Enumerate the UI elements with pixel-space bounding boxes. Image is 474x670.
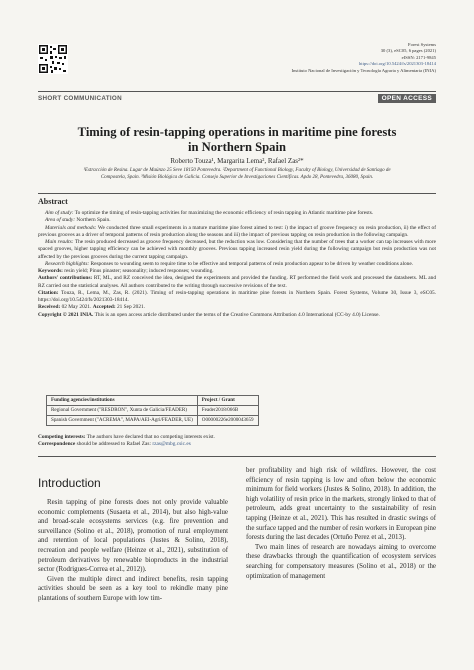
affiliations [40, 168, 434, 182]
accepted-date: 21 Sep 2021. [115, 304, 146, 311]
keywords-text: resin yield; Pinus pinaster; seasonality; induced responses; wounding. [62, 268, 214, 274]
publisher: Instituto Nacional de Investigación y Tecnología Agraria y Alimentaria (INIA) [291, 67, 436, 73]
copyright-text: This is an open access article distributed under the terms of the Creative Commons Attribution 4.0 International (CC-by 4.0) License. [93, 311, 380, 318]
right-column [246, 466, 436, 581]
correspondence-text: should be addressed to Rafael Zas: [75, 441, 153, 448]
accepted-label: Accepted: [92, 304, 116, 311]
title-line-1: Timing of resin-tapping operations in maritime pine forests [77, 125, 397, 139]
funding-agency: Spanish Government ("ACREMA", MAPA/AEI-Agri/FEADER, UE) [47, 415, 198, 425]
funding-header: Funding agencies/institutions [47, 396, 198, 406]
citation-text: Touza, R., Lema, M., Zas, R. (2021). Timing of resin-tapping operations in maritime pine forests in Northern Spain. Forest Systems, Volume 30, Issue 3, eSC05. https://doi.org/10.5424/fs/2021303-18414. [38, 289, 436, 303]
paper-title [50, 125, 424, 155]
intro-paragraph-3: ber profitability and high risk of wildfires. However, the cost efficiency of resin tapping is low and often below the economic minimum for field workers (Justes & Solino, 2018). In addition, the high volatility of resin price in the markets, strongly linked to that of petroleum, adds great uncertainty to the sustainability of resin tapping (Heinze et al., 2021). This has resulted in drastic swings of the surface tapped and the number of resin workers in European pine forests during the last decades (Ortuño Perez et al., 2013). [246, 467, 436, 542]
results-label: Main results: [45, 239, 74, 245]
abstract-heading: Abstract [38, 197, 68, 206]
citation-label: Citation: [38, 289, 59, 296]
grant-id: Feader2018/066B [197, 405, 258, 415]
area-label: Area of study: [45, 217, 76, 224]
open-access-badge: OPEN ACCESS [378, 94, 436, 103]
journal-eissn: eISSN: 2171-9845 [401, 54, 436, 60]
intro-paragraph-2: Given the multiple direct and indirect benefits, resin tapping activities should be seen as a key tool to rekindle many pine plantations of southern Europe with low tim- [38, 575, 228, 602]
journal-name: Forest Systems [408, 42, 436, 47]
table-row [47, 405, 259, 415]
affiliation-line-1: ¹Estracción de Resina. Lugar de Maúnzo 25 Seve 18150 Pontevedra. ²Department of Functional Biology, Faculty of Biology, Universidad de Santiago de [83, 168, 391, 173]
affiliation-line-2: Compostela, Spain. ³Misión Biológica de Galicia. Consejo Superior de Investigaciones Científicas. Apdo 28, Pontevedra, 36080, Spain. [100, 174, 374, 180]
results-text: The resin produced decreased as groove frequency decreased, but the reduction was low. Considering that the number of trees that a worker can tap increases with more spaced grooves, higher tapping efficiency can be achieved with monthly grooves. Previous tapping increased resin yield during the following campaign but resin production was not affected by the previous grooves during the current tapping campaign. [38, 239, 436, 260]
aim-text: To optimize the timing of resin-tapping activities for maximizing the economic efficiency of resin tapping in Atlantic maritime pine forests. [73, 210, 374, 216]
highlights-text: Responses to wounding seem to require time to be effective and temporal patterns of resin production appear to be driven by weather conditions alone. [89, 260, 414, 267]
authors: Roberto Touza¹, Margarita Lema², Rafael Zas²* [170, 157, 304, 165]
journal-volume: 30 (3), eSC05, 6 pages (2021) [380, 48, 436, 54]
received-date: 02 May 2021. [60, 304, 93, 311]
contributions-label: Authors' contributions: [38, 275, 93, 282]
keywords-label: Keywords: [38, 268, 63, 274]
table-header-row [47, 396, 259, 406]
introduction-heading: Introduction [38, 476, 101, 490]
title-line-2: in Northern Spain [188, 140, 286, 154]
qr-code-icon [38, 44, 68, 74]
methods-label: Materials and methods: [45, 224, 97, 231]
received-label: Received: [38, 304, 61, 311]
left-column [38, 498, 228, 604]
table-row [47, 415, 259, 425]
competing-and-correspondence [38, 434, 436, 449]
doi-link[interactable]: https://doi.org/10.5424/fs/2021303-18414 [359, 61, 436, 67]
competing-text: The authors have declared that no competing interests exist. [85, 434, 215, 440]
aim-label: Aim of study: [45, 210, 74, 216]
section-label: SHORT COMMUNICATION [38, 95, 122, 102]
methods-text: We conducted three small experiments in a mature maritime pine forest aimed to test: i) the impact of groove frequency on resin production, ii) the effect of previous grooves as a driver of temporal patterns of resin production along the seasons and iii) the impact of previous tapping on resin production in the following campaign. [38, 224, 436, 238]
journal-header [176, 42, 436, 74]
highlights-label: Research highlights: [45, 260, 90, 267]
correspondence-label: Correspondence [38, 441, 76, 448]
copyright-label: Copyright © 2021 INIA. [38, 311, 94, 318]
funding-agency: Regional Government ("RESDRON", Xunta de Galicia/FEADER) [47, 405, 198, 415]
abstract-body [38, 210, 436, 319]
contributions-text: RT, ML, and RZ conceived the idea, designed the experiments and provided the funding. RT performed the field work and processed the datasheets. ML and RZ carried out the statistical analyses. All authors contributed to the writing through successive revisions of the text. [38, 275, 436, 289]
intro-paragraph-4: Two main lines of research are nowadays aiming to overcome these drawbacks through the quantification of ecosystem services searching for compensatory measures (Solino et al., 2018) or the optimization of management [246, 543, 436, 580]
correspondence-email-link[interactable]: rzas@mbg.csic.es [152, 441, 191, 448]
grant-header: Project / Grant [197, 396, 258, 406]
competing-label: Competing interests: [38, 434, 86, 440]
area-text: Northern Spain. [75, 217, 111, 224]
funding-table [46, 395, 259, 426]
grant-id: O00000226e2000043659 [197, 415, 258, 425]
header-rule [38, 91, 436, 92]
intro-paragraph-1: Resin tapping of pine forests does not only provide valuable economic complements (Susaeta et al., 2014), but also high-value and broad-scale ecosystems services (e.g. fire prevention and surveillance (Solino et al., 2018), promotion of rural employment and retention of local populations (Justes & Solino, 2018), recreation and people welfare (Heinze et al., 2021), substitution of petroleum derivatives by renewable bioproducts in the industrial sector (Rodrigues-Correa et al., 2012)). [38, 499, 228, 574]
